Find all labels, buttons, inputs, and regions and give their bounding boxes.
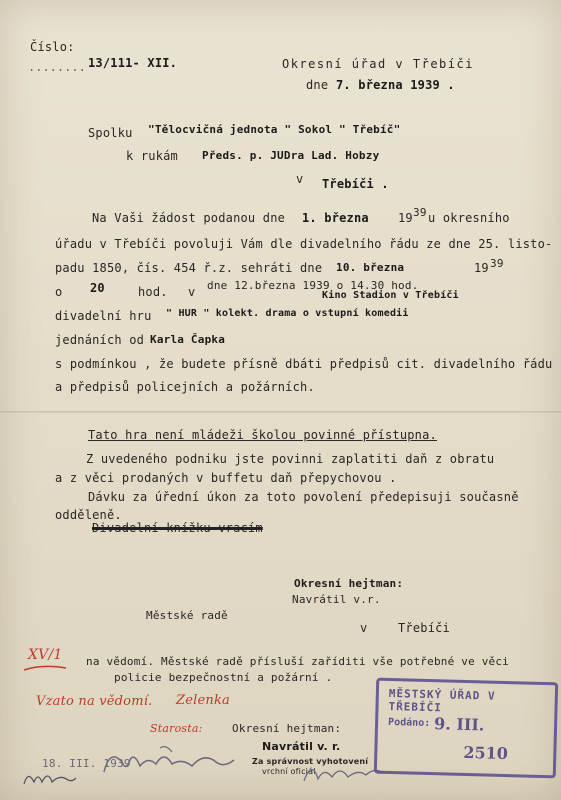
- starosta-label: Starosta:: [150, 722, 203, 735]
- performance-venue: Kino Stadion v Třebíči: [322, 290, 459, 301]
- stamp-date: 9. III.: [433, 714, 485, 735]
- copy-line2: vrchní oficiál: [262, 767, 316, 776]
- rukam-label: k rukám: [126, 149, 178, 163]
- performance-year: 39: [490, 257, 504, 270]
- footer-signature-name: Navrátil v. r.: [262, 740, 341, 753]
- rukam-value: Předs. p. JUDra Lad. Hobzy: [202, 149, 380, 162]
- body-line1-a: Na Vaši žádost podanou dne: [92, 211, 286, 225]
- body-line1-c: u okresního: [428, 211, 510, 225]
- spolku-value: "Tělocvičná jednota " Sokol " Třebíč": [148, 123, 401, 136]
- notification-line2: policie bezpečnostní a požární .: [114, 671, 333, 684]
- signature-title: Okresní hejtman:: [294, 577, 404, 590]
- body-line3-b: 19: [474, 261, 489, 275]
- body-line4-c: v: [188, 285, 196, 299]
- cislo-value: 13/111- XII.: [88, 56, 178, 70]
- author-name: Karla Čapka: [150, 333, 226, 346]
- body-line3-a: padu 1850, čís. 454 ř.z. sehráti dne: [55, 261, 323, 275]
- city-council-town: Třebíči: [398, 621, 450, 635]
- city-council-label: Městské radě: [146, 609, 228, 622]
- office-name: Okresní úřad v Třebíči: [282, 57, 474, 71]
- body-line4-b: hod.: [138, 285, 168, 299]
- fee-line2: odděleně.: [55, 508, 122, 522]
- handwritten-note: Vzato na vědomí.: [36, 694, 153, 709]
- handwritten-scribble-left: [20, 760, 80, 790]
- signature-name: Navrátil v.r.: [292, 593, 381, 606]
- cislo-label: Číslo:: [30, 40, 75, 54]
- v-label: v: [296, 172, 304, 186]
- spolku-label: Spolku: [88, 126, 133, 140]
- alternate-date: dne 12.března 1939 o 14.30 hod.: [207, 279, 419, 292]
- city-council-v: v: [360, 621, 368, 635]
- stamp-label: Podáno:: [387, 716, 431, 730]
- document-date: 7. března 1939 .: [336, 78, 455, 92]
- date-prefix: dne: [306, 78, 329, 92]
- body-line2: úřadu v Třebíči povoluji Vám dle divadelního řádu ze dne 25. listo-: [55, 237, 553, 251]
- body-line7: s podmínkou , že budete přísně dbáti předpisů cit. divadelního řádu: [55, 357, 553, 371]
- handwritten-signature: Zelenka: [176, 693, 230, 708]
- marginal-number: XV/1: [28, 647, 63, 663]
- paper-fold: [0, 411, 561, 414]
- received-date: 18. III. 1939: [42, 757, 131, 770]
- request-year: 39: [413, 206, 427, 219]
- body-line4-a: o: [55, 285, 63, 299]
- youth-notice: Tato hra není mládeži školou povinné přístupna.: [88, 428, 437, 442]
- body-line5-a: divadelní hru: [55, 309, 152, 323]
- body-line6-a: jednáních od: [55, 333, 145, 347]
- play-title: " HUR " kolekt. drama o vstupní komedii: [166, 308, 409, 319]
- request-date: 1. března: [302, 211, 369, 225]
- registry-stamp: [374, 678, 558, 779]
- body-line8: a předpisů policejních a požárních.: [55, 380, 315, 394]
- handwritten-signature-mayor: [100, 742, 240, 782]
- marginal-underline: [22, 662, 68, 674]
- copy-line1: Za správnost vyhotovení: [252, 757, 369, 766]
- cislo-dots: ........: [28, 60, 86, 74]
- tax-line2: a z věci prodaných v buffetu daň přepychovou .: [55, 471, 397, 485]
- performance-hour: 20: [90, 281, 105, 295]
- performance-date: 10. března: [336, 261, 405, 274]
- tax-line1: Z uvedeného podniku jste povinni zaplatiti daň z obratu: [86, 452, 495, 466]
- body-line1-b: 19: [398, 211, 413, 225]
- stamp-number: 2510: [463, 742, 509, 764]
- fee-line1: Dávku za úřední úkon za toto povolení předepisuji současně: [88, 490, 519, 504]
- struck-line: Divadelní knížku vracím: [92, 521, 263, 535]
- notification-line1: na vědomí. Městské radě přísluší zaříditi vše potřebné ve věci: [86, 655, 509, 668]
- stamp-office: MĚSTSKÝ ÚŘAD V TŘEBÍČI: [388, 686, 496, 715]
- addressee-town: Třebíči .: [322, 177, 389, 191]
- footer-signature-title: Okresní hejtman:: [232, 722, 342, 735]
